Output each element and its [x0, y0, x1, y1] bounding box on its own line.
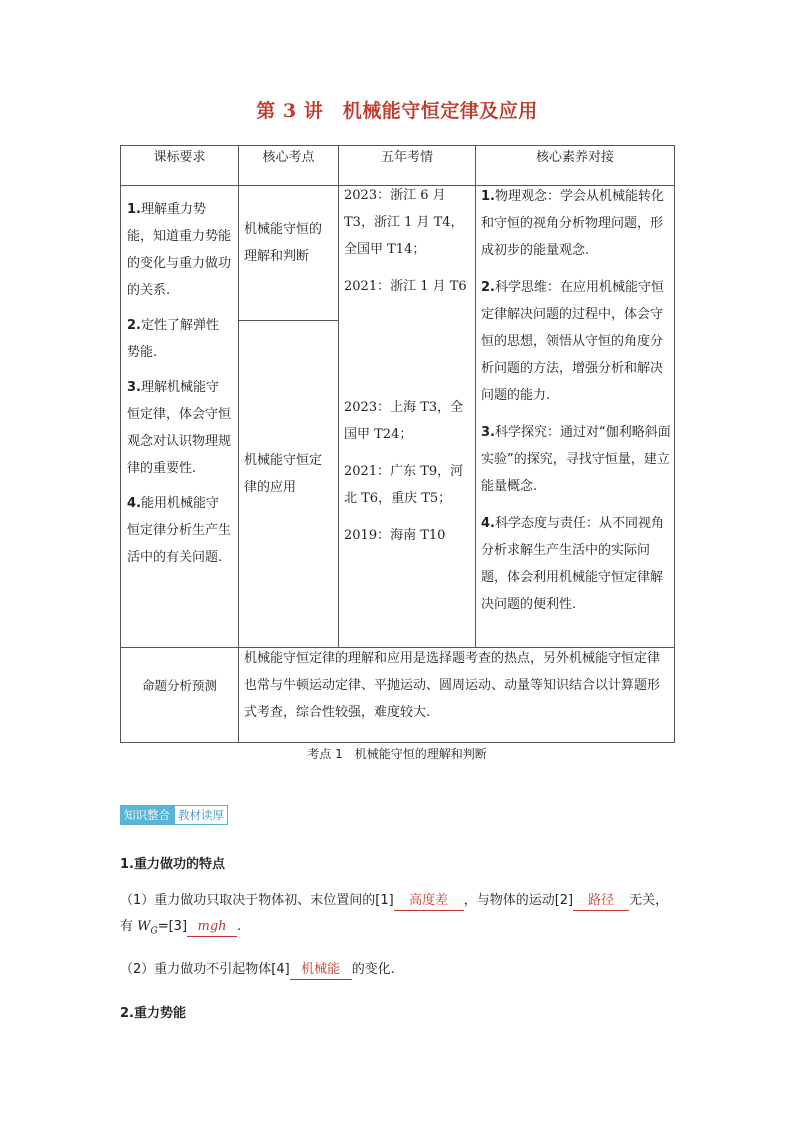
- answer-blank-3: mgh: [187, 918, 237, 937]
- forecast-label: 命题分析预测: [141, 678, 217, 693]
- answer-blank-2: 路径: [573, 892, 629, 911]
- requirement-item: 2.定性了解弹性势能.: [127, 318, 219, 360]
- exam-entry: 2021：浙江 1 月 T6: [344, 279, 467, 294]
- header-literacy: 核心素养对接: [535, 150, 614, 165]
- answer-blank-4: 机械能: [290, 961, 352, 980]
- paragraph-1: （1）重力做功只取决于物体初、末位置间的[1] 高度差 ，与物体的运动[2] 路径 无关，有 $W_G=[3]$ mgh .: [120, 893, 669, 937]
- topic-2: 机械能守恒定律的应用: [244, 453, 323, 495]
- exams-topic-2: [344, 394, 472, 555]
- exams-topic-1: [344, 182, 472, 306]
- exam-entry: 2019：海南 T10: [344, 528, 446, 543]
- tag-knowledge: 知识整合: [120, 805, 174, 825]
- requirements-cell: [127, 196, 231, 577]
- literacy-item: 4.科学态度与责任：从不同视角分析求解生产生活中的实际问题，体会利用机械能守恒定律解决问题的便利性.: [481, 516, 664, 612]
- section-1-title: 1.重力做功的特点: [120, 857, 225, 872]
- header-topics: 核心考点: [262, 150, 315, 165]
- exam-entry: 2023：上海 T3，全国甲 T24；: [344, 400, 464, 442]
- forecast-text: 机械能守恒定律的理解和应用是选择题考查的热点，另外机械能守恒定律也常与牛顿运动定律、平抛运动、圆周运动、动量等知识结合以计算题形式考查，综合性较强，难度较大.: [244, 651, 661, 720]
- literacy-cell: [481, 183, 671, 624]
- literacy-item: 1.物理观念：学会从机械能转化和守恒的视角分析物理问题，形成初步的能量观念.: [481, 189, 664, 258]
- exam-entry: 2023：浙江 6 月 T3，浙江 1 月 T4，全国甲 T14；: [344, 188, 464, 257]
- requirement-item: 4.能用机械能守恒定律分析生产生活中的有关问题.: [127, 496, 232, 565]
- literacy-item: 2.科学思维：在应用机械能守恒定律解决问题的过程中，体会守恒的思想，领悟从守恒的角度分析问题的方法，增强分析和解决问题的能力.: [481, 280, 664, 403]
- exam-entry: 2021：广东 T9，河北 T6，重庆 T5；: [344, 464, 464, 506]
- requirement-item: 3.理解机械能守恒定律，体会守恒观念对认识物理规律的重要性.: [127, 380, 232, 476]
- page-title: 第 3 讲 机械能守恒定律及应用: [256, 100, 538, 122]
- tag-textbook: 教材读厚: [174, 805, 228, 825]
- section-2-title: 2.重力势能: [120, 1006, 186, 1021]
- knowledge-tag: [120, 805, 228, 825]
- section-caption: 考点 1 机械能守恒的理解和判断: [307, 747, 487, 761]
- header-exams: 五年考情: [380, 150, 433, 165]
- paragraph-2: （2）重力做功不引起物体[4] 机械能 的变化.: [120, 957, 675, 983]
- header-requirements: 课标要求: [153, 150, 206, 165]
- topic-1: 机械能守恒的理解和判断: [244, 222, 323, 264]
- literacy-item: 3.科学探究：通过对“伽利略斜面实验”的探究，寻找守恒量，建立能量概念.: [481, 425, 671, 494]
- answer-blank-1: 高度差: [394, 892, 464, 911]
- requirement-item: 1.理解重力势能，知道重力势能的变化与重力做功的关系.: [127, 202, 232, 298]
